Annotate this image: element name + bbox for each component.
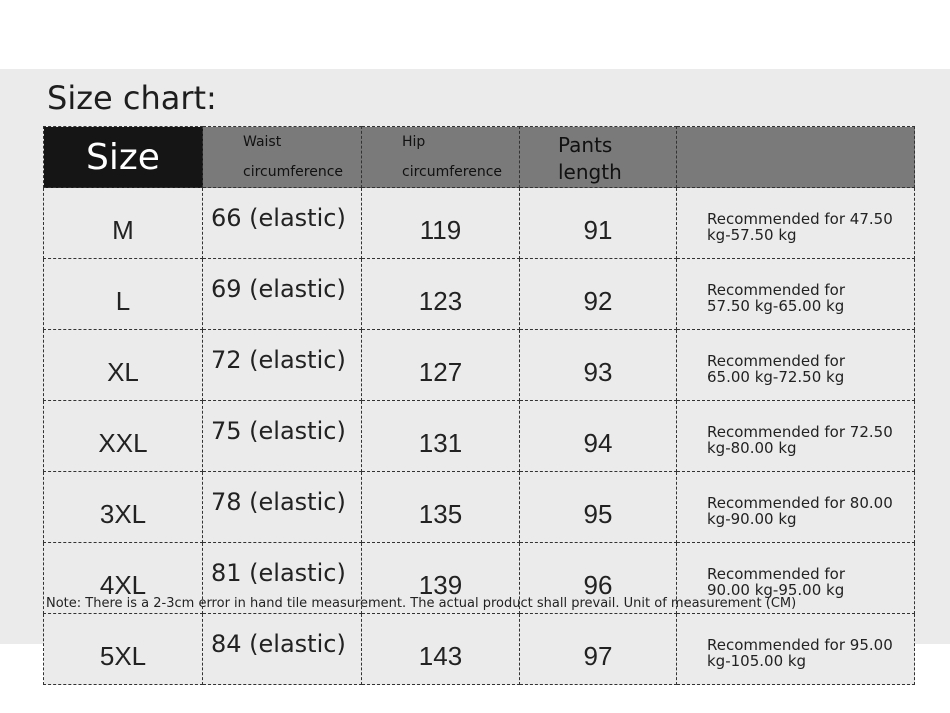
waist-cell: 72 (elastic) — [203, 330, 362, 401]
table-row — [44, 472, 915, 543]
pants-length-cell: 94 — [520, 401, 677, 472]
recommendation-cell — [677, 472, 915, 543]
recommendation-line: 90.00 kg-95.00 kg — [707, 581, 845, 599]
waist-cell: 66 (elastic) — [203, 188, 362, 259]
recommendation-line: kg-105.00 kg — [707, 652, 807, 670]
size-cell: XL — [44, 330, 203, 401]
recommendation-line: Recommended for — [707, 565, 846, 583]
recommendation-line: Recommended for — [707, 281, 846, 299]
recommendation-cell — [677, 259, 915, 330]
hip-cell: 135 — [362, 472, 520, 543]
waist-cell: 75 (elastic) — [203, 401, 362, 472]
table-row — [44, 259, 915, 330]
size-cell: XXL — [44, 401, 203, 472]
table-header-row — [44, 127, 915, 188]
pants-length-cell: 93 — [520, 330, 677, 401]
waist-cell: 81 (elastic) — [203, 543, 362, 614]
hip-cell: 119 — [362, 188, 520, 259]
recommendation-line: Recommended for 72.50 — [707, 423, 893, 441]
page-title: Size chart: — [47, 79, 217, 117]
table-row — [44, 614, 915, 685]
waist-cell: 69 (elastic) — [203, 259, 362, 330]
hip-cell: 127 — [362, 330, 520, 401]
hip-cell: 123 — [362, 259, 520, 330]
recommendation-line: Recommended for 95.00 — [707, 636, 893, 654]
pants-length-cell: 97 — [520, 614, 677, 685]
waist-cell: 78 (elastic) — [203, 472, 362, 543]
header-hip: Hip circumference — [362, 127, 520, 188]
recommendation-line: 65.00 kg-72.50 kg — [707, 368, 845, 386]
recommendation-line: kg-90.00 kg — [707, 510, 797, 528]
table-row — [44, 401, 915, 472]
header-pants-length: Pants length — [520, 127, 677, 188]
size-cell: L — [44, 259, 203, 330]
hip-cell: 143 — [362, 614, 520, 685]
recommendation-line: kg-80.00 kg — [707, 439, 797, 457]
hip-cell: 131 — [362, 401, 520, 472]
size-cell: 3XL — [44, 472, 203, 543]
pants-length-cell: 96 — [520, 543, 677, 614]
pants-length-cell: 91 — [520, 188, 677, 259]
size-cell: 4XL — [44, 543, 203, 614]
recommendation-line: Recommended for 47.50 — [707, 210, 893, 228]
waist-cell: 84 (elastic) — [203, 614, 362, 685]
table-row — [44, 330, 915, 401]
pants-length-cell: 92 — [520, 259, 677, 330]
recommendation-line: kg-57.50 kg — [707, 226, 797, 244]
pants-length-cell: 95 — [520, 472, 677, 543]
recommendation-cell — [677, 614, 915, 685]
recommendation-line: Recommended for — [707, 352, 846, 370]
measurement-note: Note: There is a 2-3cm error in hand tile measurement. The actual product shall prevail. Unit of measurement (CM) — [46, 596, 797, 611]
header-size: Size — [44, 127, 203, 188]
recommendation-cell — [677, 330, 915, 401]
recommendation-line: 57.50 kg-65.00 kg — [707, 297, 845, 315]
recommendation-cell — [677, 188, 915, 259]
recommendation-line: Recommended for 80.00 — [707, 494, 893, 512]
size-cell: 5XL — [44, 614, 203, 685]
header-waist: Waist circumference — [203, 127, 362, 188]
table-row — [44, 188, 915, 259]
size-cell: M — [44, 188, 203, 259]
hip-cell: 139 — [362, 543, 520, 614]
recommendation-cell — [677, 401, 915, 472]
header-recommendation — [677, 127, 915, 188]
